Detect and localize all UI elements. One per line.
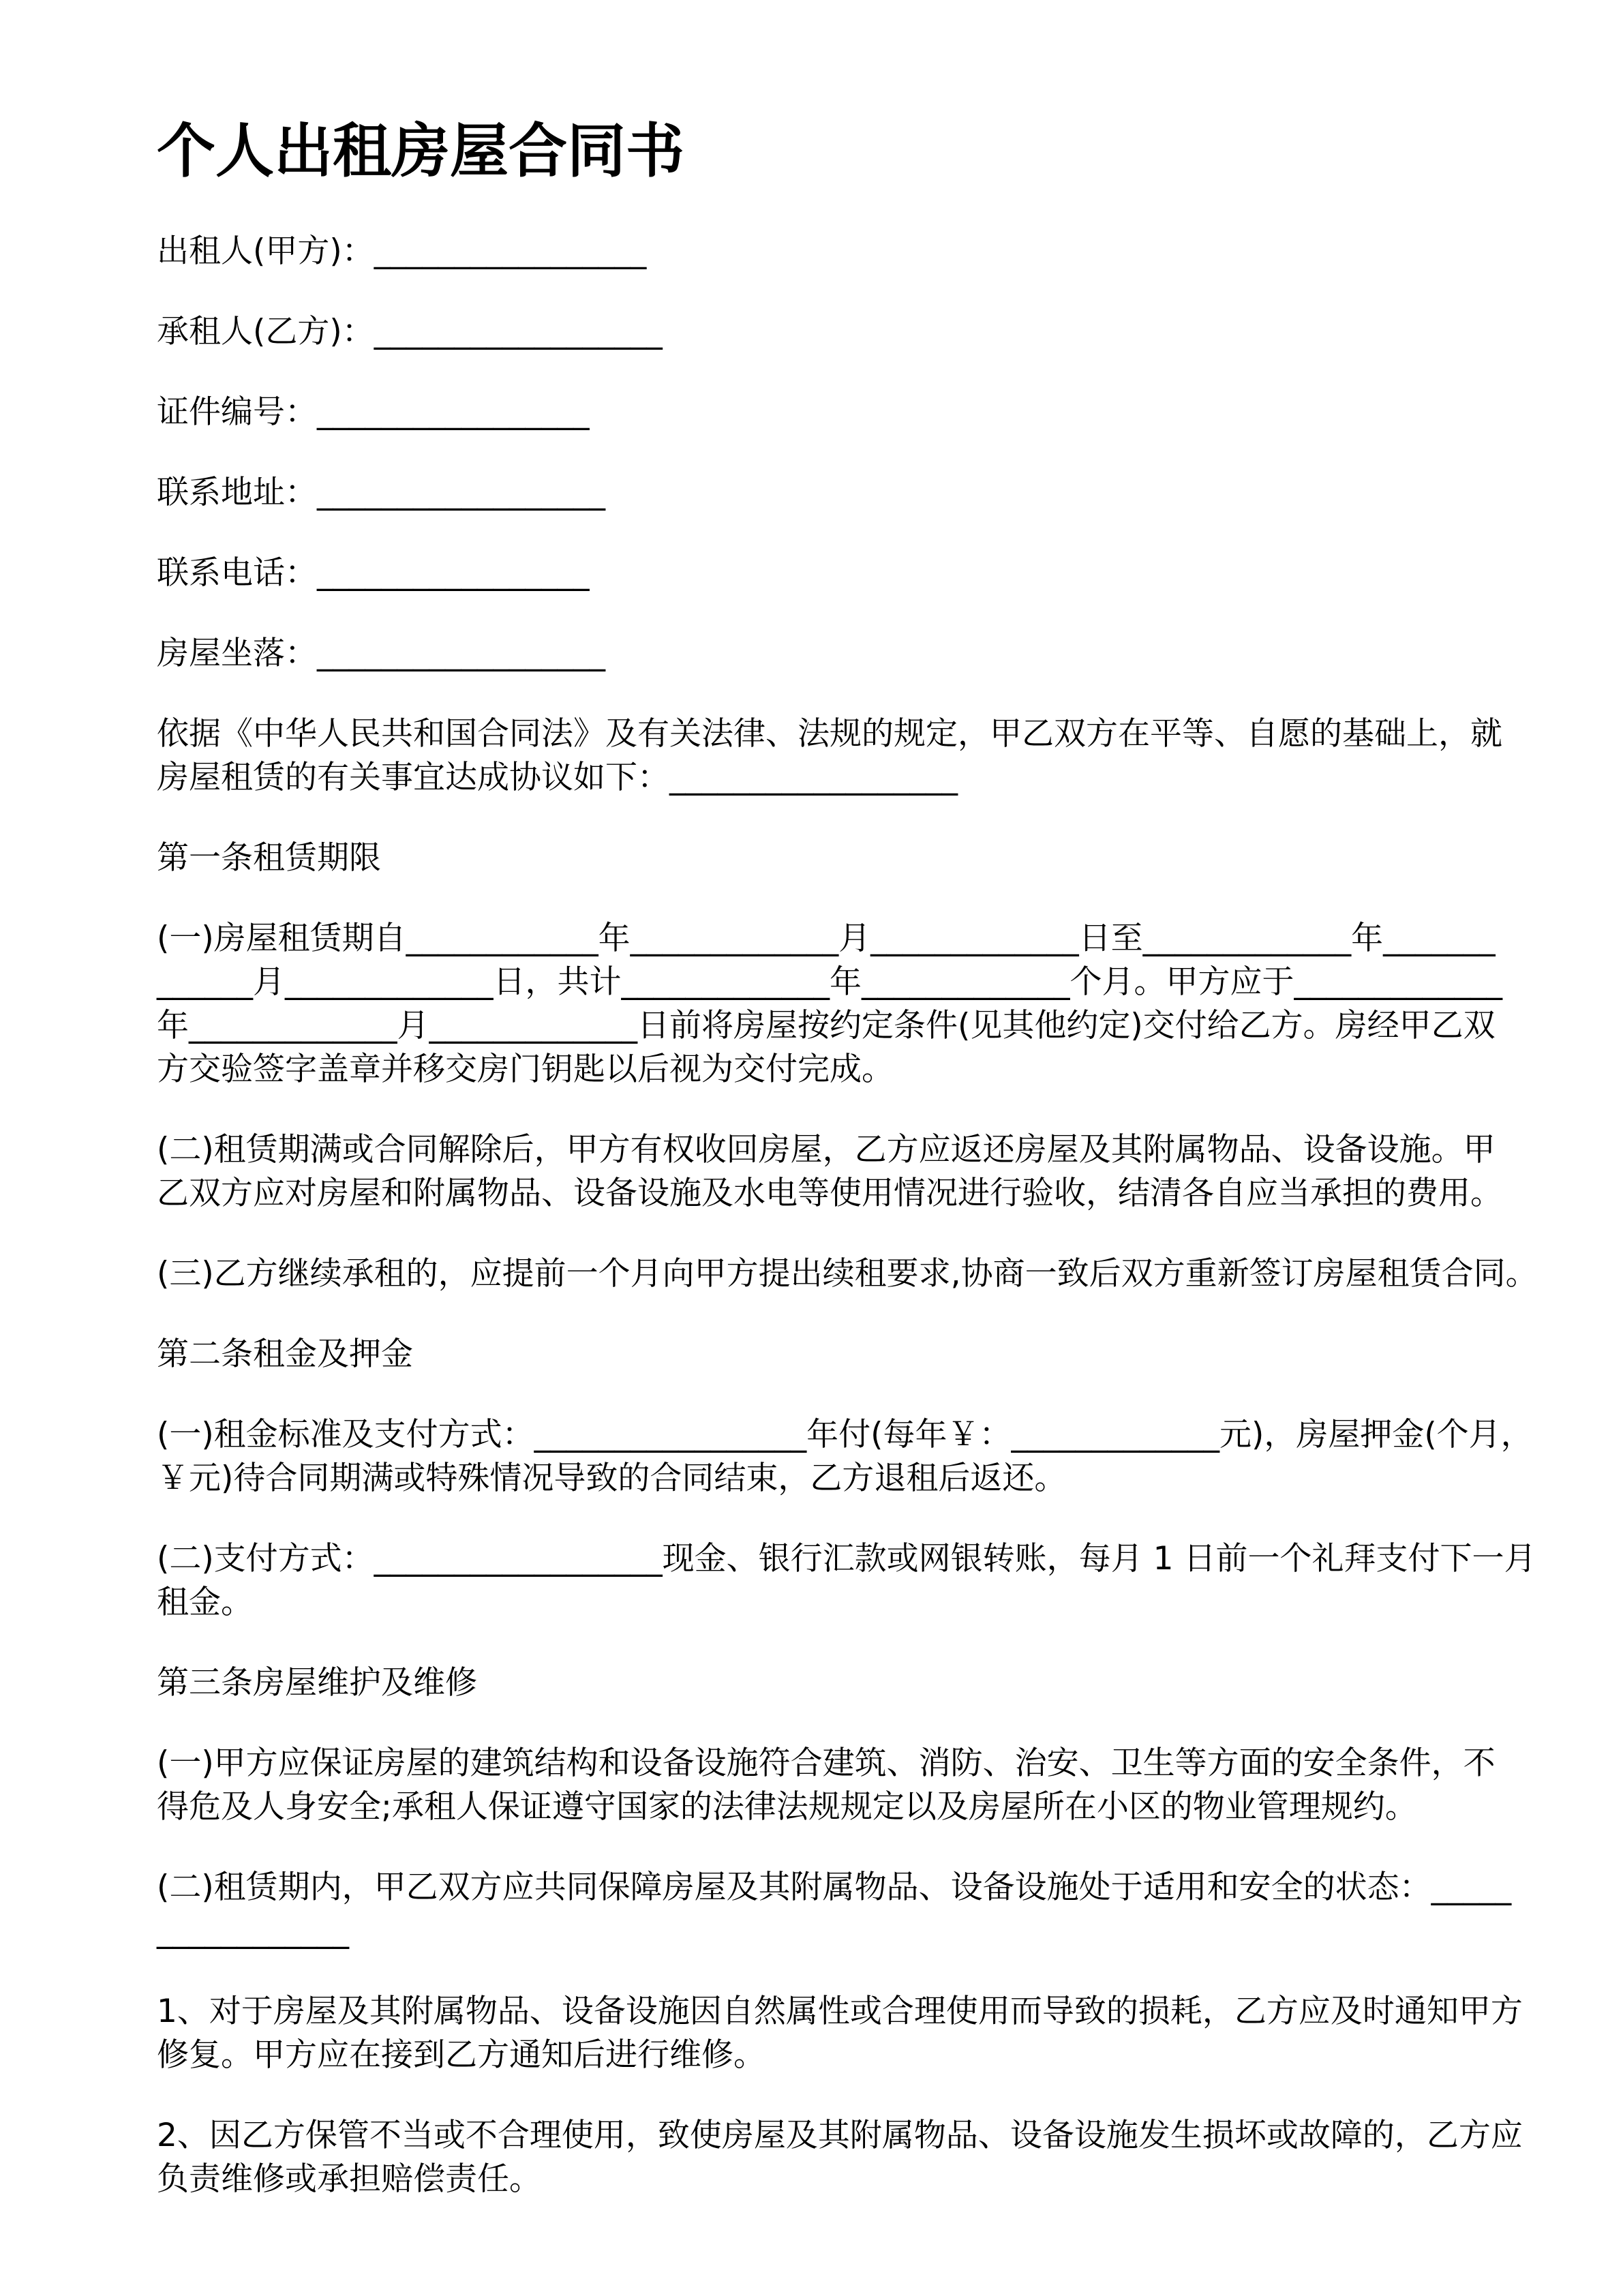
section-3-clause-2 bbox=[157, 1866, 1548, 1953]
section-2-clause-1 bbox=[157, 1413, 1548, 1500]
clause-line: ____________ bbox=[157, 1912, 349, 1950]
field-label: 出租人(甲方)： bbox=[157, 232, 374, 270]
fill-in-blank: _________________ bbox=[317, 393, 590, 431]
fill-in-blank: _________________ bbox=[374, 232, 647, 270]
clause-line: 租金。 bbox=[157, 1584, 253, 1621]
section-3-clause-1 bbox=[157, 1742, 1548, 1829]
section-heading: 第二条租金及押金 bbox=[157, 1335, 413, 1373]
clause-line: 得危及人身安全;承租人保证遵守国家的法律法规规定以及房屋所在小区的物业管理规约。 bbox=[157, 1788, 1417, 1826]
field-lessee bbox=[157, 310, 1548, 354]
field-line bbox=[157, 391, 1548, 434]
field-property-location bbox=[157, 632, 1548, 676]
field-label: 房屋坐落： bbox=[157, 635, 317, 672]
intro-paragraph bbox=[157, 712, 1548, 800]
fill-in-blank: __________________ bbox=[317, 635, 605, 672]
section-1-clause-2 bbox=[157, 1128, 1548, 1215]
field-label: 承租人(乙方)： bbox=[157, 313, 374, 350]
field-label: 联系地址： bbox=[157, 474, 317, 511]
clause-line: (二)支付方式：__________________现金、银行汇款或网银转账，每月 1 日前一个礼拜支付下一月 bbox=[157, 1540, 1536, 1577]
clause-line: 1、对于房屋及其附属物品、设备设施因自然属性或合理使用而导致的损耗，乙方应及时通知甲方 bbox=[157, 1993, 1523, 2030]
section-3-heading bbox=[157, 1661, 1548, 1705]
clause-line: ______月_____________日，共计_____________年_____________个月。甲方应于_____________ bbox=[157, 963, 1502, 1001]
fill-in-blank: __________________ bbox=[374, 313, 663, 350]
field-label: 联系电话： bbox=[157, 554, 317, 592]
section-2-heading bbox=[157, 1333, 1548, 1376]
field-line bbox=[157, 552, 1548, 595]
clause-line: (三)乙方继续承租的，应提前一个月向甲方提出续租要求,协商一致后双方重新签订房屋租赁合同。 bbox=[157, 1255, 1538, 1293]
fill-in-blank: _________________ bbox=[317, 554, 590, 592]
paragraph-line: 房屋租赁的有关事宜达成协议如下：__________________ bbox=[157, 759, 958, 796]
fill-in-blank: __________________ bbox=[317, 474, 605, 511]
field-line bbox=[157, 632, 1548, 676]
section-3-item-1 bbox=[157, 1990, 1548, 2077]
paragraph-line: 依据《中华人民共和国合同法》及有关法律、法规的规定，甲乙双方在平等、自愿的基础上，就 bbox=[157, 715, 1502, 753]
field-line bbox=[157, 471, 1548, 515]
field-line bbox=[157, 230, 1548, 273]
section-1-clause-1 bbox=[157, 917, 1548, 1091]
field-contact-address bbox=[157, 471, 1548, 515]
section-heading: 第一条租赁期限 bbox=[157, 839, 381, 877]
section-3-item-2 bbox=[157, 2114, 1548, 2201]
clause-line: (二)租赁期满或合同解除后，甲方有权收回房屋，乙方应返还房屋及其附属物品、设备设施。甲 bbox=[157, 1131, 1496, 1168]
clause-line: (一)房屋租赁期自____________年_____________月_____________日至_____________年_______ bbox=[157, 920, 1496, 957]
field-label: 证件编号： bbox=[157, 393, 317, 431]
clause-line: (二)租赁期内，甲乙双方应共同保障房屋及其附属物品、设备设施处于适用和安全的状态：_____ bbox=[157, 1869, 1512, 1906]
clause-line: 乙双方应对房屋和附属物品、设备设施及水电等使用情况进行验收，结清各自应当承担的费用。 bbox=[157, 1175, 1502, 1212]
clause-line: 负责维修或承担赔偿责任。 bbox=[157, 2160, 541, 2198]
clause-line: 年_____________月_____________日前将房屋按约定条件(见其他约定)交付给乙方。房经甲乙双 bbox=[157, 1007, 1496, 1044]
clause-line: 方交验签字盖章并移交房门钥匙以后视为交付完成。 bbox=[157, 1051, 894, 1088]
field-line bbox=[157, 310, 1548, 354]
section-heading: 第三条房屋维护及维修 bbox=[157, 1664, 477, 1702]
section-2-clause-2 bbox=[157, 1537, 1548, 1625]
field-contact-phone bbox=[157, 552, 1548, 595]
clause-line: (一)甲方应保证房屋的建筑结构和设备设施符合建筑、消防、治安、卫生等方面的安全条件，不 bbox=[157, 1744, 1496, 1782]
clause-line: 2、因乙方保管不当或不合理使用，致使房屋及其附属物品、设备设施发生损坏或故障的，乙方应 bbox=[157, 2117, 1523, 2154]
clause-line: ￥元)待合同期满或特殊情况导致的合同结束，乙方退租后返还。 bbox=[157, 1460, 1067, 1497]
clause-line: 修复。甲方应在接到乙方通知后进行维修。 bbox=[157, 2036, 765, 2074]
section-1-heading bbox=[157, 836, 1548, 880]
field-id-number bbox=[157, 391, 1548, 434]
clause-line: (一)租金标准及支付方式：_________________年付(每年￥：_____________元)，房屋押金(个月， bbox=[157, 1416, 1533, 1453]
document-title: 个人出租房屋合同书 bbox=[157, 117, 684, 185]
field-lessor bbox=[157, 230, 1548, 273]
section-1-clause-3 bbox=[157, 1252, 1548, 1296]
